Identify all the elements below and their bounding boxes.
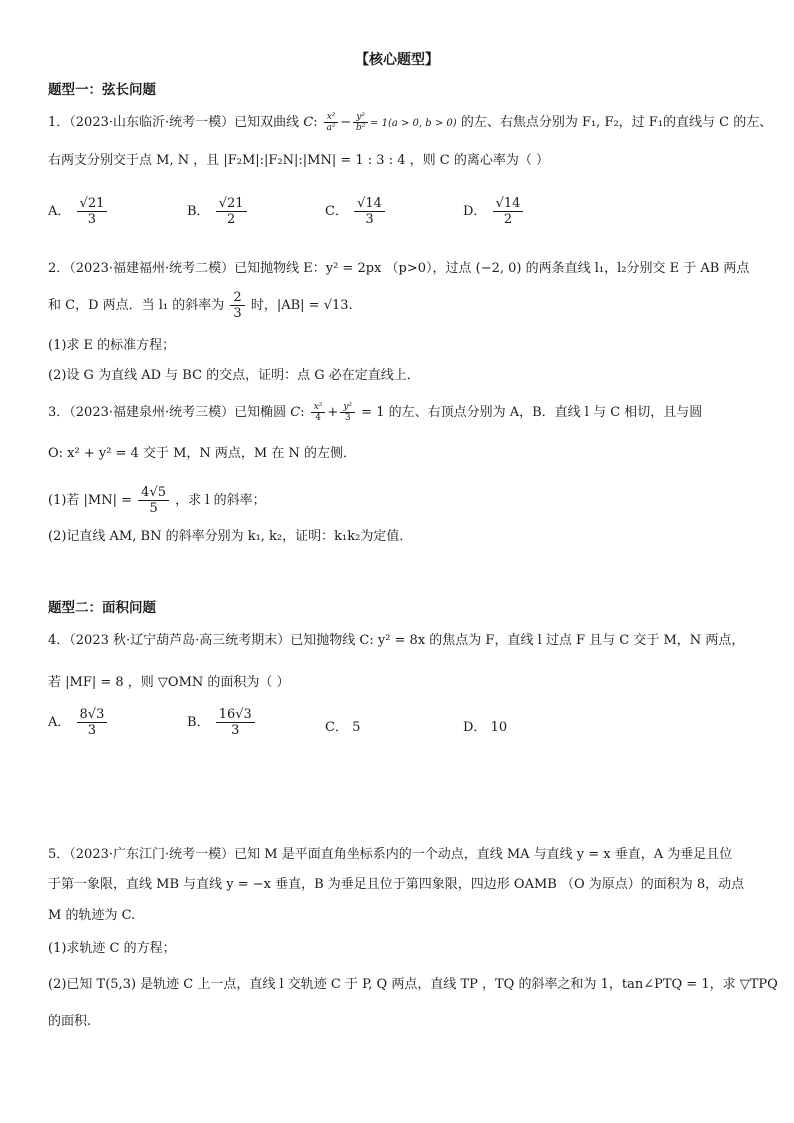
q4-option-b-value: $\frac{16√3}{3}$ (216, 707, 255, 738)
section-heading-chord-length: 题型一：弦长问题 (48, 82, 156, 98)
q1-prefix: 1．（2023·山东临沂·统考一模）已知双曲线 (48, 115, 300, 130)
q3-part1-suffix: ，求 l 的斜率； (175, 493, 266, 508)
q3-ellipse-y-term: $\frac{\text{y²}}{3}$ (340, 402, 355, 423)
page-title: 【核心题型】 (355, 52, 439, 68)
q1-option-a (48, 196, 109, 227)
section-heading-area: 题型二：面积问题 (48, 600, 156, 616)
q3-ellipse-x-term: $\frac{\text{x²}}{4}$ (311, 402, 326, 423)
question-5-line-2: 于第一象限，直线 MB 与直线 y = −x 垂直，B 为垂足且位于第四象限，四边形 OAMB （O 为原点）的面积为 8，动点 (48, 877, 745, 892)
q3-part1-fraction: $\frac{4√5}{5}$ (138, 485, 169, 516)
question-1-line-1: 1．（2023·山东临沂·统考一模）已知双曲线 C: $\frac{\text{x²}}{\text{a²}}$ − $\frac{\text{y²}}{\text{b²}}$ = 1(a > 0, b > 0) 的左、右焦点分别为 F₁, F₂，过 F₁的直线与 C 的左、 (48, 112, 773, 133)
q1-option-d-label: D． (463, 204, 487, 219)
q1-option-b (187, 196, 249, 227)
q4-option-a (48, 707, 109, 738)
question-5-line-1: 5．（2023·广东江门·统考一模）已知 M 是平面直角坐标系内的一个动点，直线 MA 与直线 y = x 垂直，A 为垂足且位 (48, 847, 733, 862)
q1-option-c-label: C． (325, 204, 348, 219)
q3-line1-suffix: = 1 的左、右顶点分别为 A，B．直线 l 与 C 相切，且与圆 (361, 405, 703, 420)
q1-option-d-value: $\frac{√14}{2}$ (493, 196, 524, 227)
q1-fraction-x: $\frac{\text{x²}}{\text{a²}}$ (324, 112, 339, 133)
q1-option-b-value: $\frac{√21}{2}$ (216, 196, 247, 227)
q4-option-d (463, 716, 507, 735)
q2-slope-fraction: $\frac{2}{3}$ (230, 290, 244, 321)
question-2-line-1: 2．（2023·福建福州·统考二模）已知抛物线 E：y² = 2px （p>0），过点 (−2, 0) 的两条直线 l₁，l₂分别交 E 于 AB 两点 (48, 261, 750, 276)
q1-curve-name: C (303, 115, 314, 130)
q1-option-a-label: A． (48, 204, 71, 219)
q3-part1-prefix: (1)若 |MN| = (48, 493, 133, 508)
question-2-line-2 (48, 290, 353, 321)
q1-fraction-y: $\frac{\text{y²}}{\text{b²}}$ (353, 112, 368, 133)
q2-line2-prefix: 和 C，D 两点．当 l₁ 的斜率为 (48, 298, 225, 313)
question-3-line-1: 3．（2023·福建泉州·统考三模）已知椭圆 C: $\frac{\text{x²}}{4}$ + $\frac{\text{y²}}{3}$ = 1 的左、右顶点分别为 A，B．直线 l 与 C 相切，且与圆 (48, 402, 703, 423)
q2-line2-suffix: 时，|AB| = √13. (250, 298, 353, 313)
q1-suffix: 的左、右焦点分别为 F₁, F₂，过 F₁的直线与 C 的左、 (460, 115, 773, 130)
q4-option-b-label: B． (187, 715, 210, 730)
question-2-part-1: (1)求 E 的标准方程； (48, 338, 176, 353)
q1-equation-tail: = 1(a > 0, b > 0) (370, 118, 457, 129)
q4-option-c-value: 5 (352, 720, 361, 735)
question-5-part-2: (2)已知 T(5,3) 是轨迹 C 上一点，直线 l 交轨迹 C 于 P, Q 两点，直线 TP ，TQ 的斜率之和为 1，tan∠PTQ = 1，求 ▽TPQ (48, 977, 778, 992)
q4-option-d-label: D． (463, 720, 487, 735)
question-4-line-2: 若 |MF| = 8 ，则 ▽OMN 的面积为（ ） (48, 675, 290, 690)
q4-option-c-label: C． (325, 720, 348, 735)
q4-option-b (187, 707, 257, 738)
question-5-line-3: M 的轨迹为 C. (48, 908, 136, 923)
question-1-line-2: 右两支分别交于点 M, N ，且 |F₂M|:|F₂N|:|MN| = 1 : 3 : 4 ，则 C 的离心率为（ ） (48, 153, 549, 168)
q1-option-d (463, 196, 525, 227)
q4-option-d-value: 10 (490, 720, 508, 735)
question-3-part-2: (2)记直线 AM, BN 的斜率分别为 k₁, k₂，证明：k₁k₂为定值． (48, 529, 413, 544)
question-2-part-2: (2)设 G 为直线 AD 与 BC 的交点，证明：点 G 必在定直线上． (48, 368, 420, 383)
q1-option-a-value: $\frac{√21}{3}$ (77, 196, 108, 227)
q3-line1-prefix: 3．（2023·福建泉州·统考三模）已知椭圆 (48, 405, 287, 420)
question-3-part-1 (48, 485, 266, 516)
question-5-part-1: (1)求轨迹 C 的方程； (48, 941, 176, 956)
q4-option-c (325, 716, 360, 735)
q4-option-a-value: $\frac{8√3}{3}$ (77, 707, 108, 738)
q4-option-a-label: A． (48, 715, 71, 730)
q1-option-c (325, 196, 387, 227)
question-3-line-2: O: x² + y² = 4 交于 M，N 两点，M 在 N 的左侧． (48, 446, 357, 461)
question-4-line-1: 4．（2023 秋·辽宁葫芦岛·高三统考期末）已知抛物线 C: y² = 8x 的焦点为 F，直线 l 过点 F 且与 C 交于 M，N 两点， (48, 633, 745, 648)
q1-option-b-label: B． (187, 204, 210, 219)
q1-option-c-value: $\frac{√14}{3}$ (354, 196, 385, 227)
question-5-part-2-continued: 的面积. (48, 1014, 92, 1029)
